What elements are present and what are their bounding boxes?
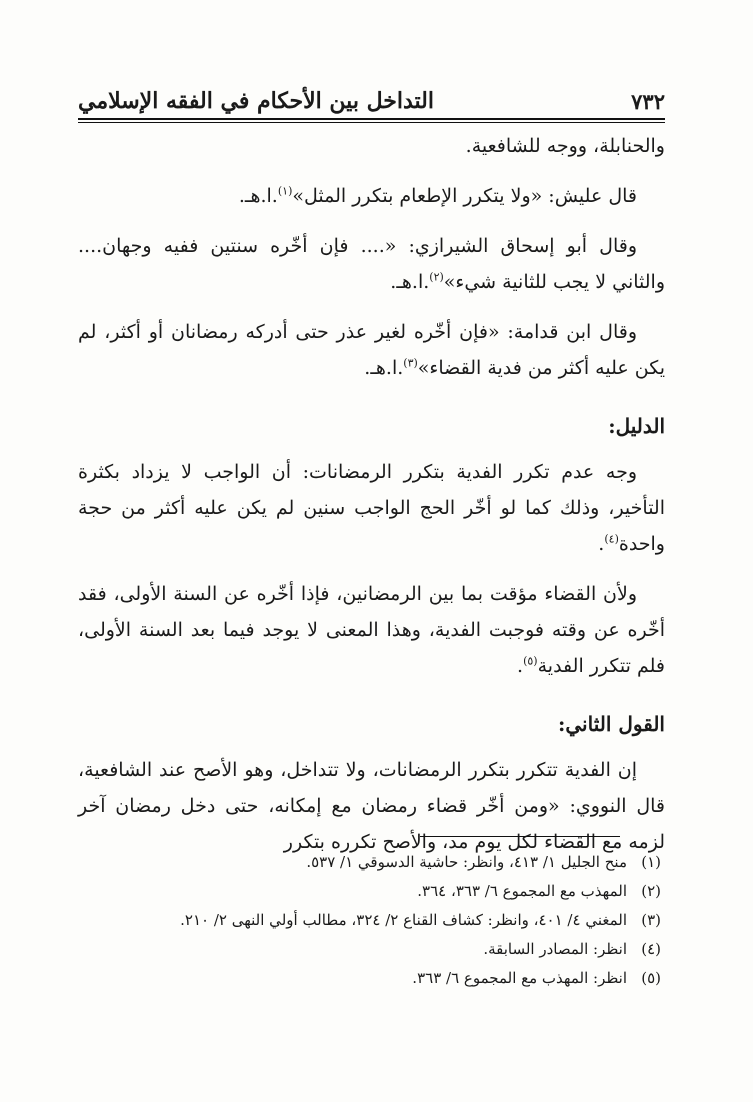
paragraph: والحنابلة، ووجه للشافعية. xyxy=(465,135,665,157)
footnote: (٤)انظر: المصادر السابقة. xyxy=(483,940,661,958)
main-text xyxy=(78,128,665,874)
paragraph: وجه عدم تكرر الفدية بتكرر الرمضانات: أن الواجب لا يزداد بكثرة التأخير، وذلك كما لو أخّر الحج الواجب سنين لم يكن عليه أكثر من حجة واحدة$^{(٤)}$. xyxy=(78,461,665,555)
section-heading: القول الثاني: xyxy=(558,712,665,736)
footnote-ref: (٣) xyxy=(403,356,418,370)
page-number: ٧٣٢ xyxy=(631,89,665,114)
footnote-ref: (١) xyxy=(277,184,293,198)
header-rule xyxy=(78,118,665,120)
footnote-ref: (٤) xyxy=(604,532,619,546)
paragraph: وقال ابن قدامة: «فإن أخّره لغير عذر حتى أدركه رمضانان أو أكثر، لم يكن عليه أكثر من فدية القضاء»$^{(٣)}$.ا.هـ. xyxy=(78,321,665,379)
paragraph: وقال أبو إسحاق الشيرازي: «.... فإن أخّره سنتين ففيه وجهان.... والثاني لا يجب للثانية شيء»$^{(٢)}$.ا.هـ. xyxy=(78,235,665,293)
footnote: (٥)انظر: المهذب مع المجموع ٦/ ٣٦٣. xyxy=(412,969,661,987)
footnote-ref: (٢) xyxy=(429,270,444,284)
footnote-separator xyxy=(420,836,620,837)
paragraph: قال عليش: «ولا يتكرر الإطعام بتكرر المثل»$^{(١)}$.ا.هـ. xyxy=(238,184,637,207)
footnote-ref: (٥) xyxy=(523,654,538,668)
header-rule-thin xyxy=(78,122,665,123)
footnote: (١)منح الجليل ١/ ٤١٣، وانظر: حاشية الدسوقي ١/ ٥٣٧. xyxy=(306,853,661,871)
paragraph: ولأن القضاء مؤقت بما بين الرمضانين، فإذا أخّره عن السنة الأولى، فقد أخّره عن وقته فوجبت الفدية، وهذا المعنى لا يوجد فيما بعد السنة الأولى، فلم تتكرر الفدية$^{(٥)}$. xyxy=(78,583,665,677)
section-heading: الدليل: xyxy=(608,414,665,438)
footnote: (٣)المغني ٤/ ٤٠١، وانظر: كشاف القناع ٢/ ٣٢٤، مطالب أولي النهى ٢/ ٢١٠. xyxy=(180,911,661,929)
footnote: (٢)المهذب مع المجموع ٦/ ٣٦٣، ٣٦٤. xyxy=(417,882,661,900)
paragraph: إن الفدية تتكرر بتكرر الرمضانات، ولا تتداخل، وهو الأصح عند الشافعية، قال النووي: «ومن أخّر قضاء رمضان مع إمكانه، حتى دخل رمضان آخر لزمه مع القضاء لكل يوم مد، والأصح تكرره بتكرر xyxy=(78,759,665,853)
running-title: التداخل بين الأحكام في الفقه الإسلامي xyxy=(78,88,434,114)
footnotes xyxy=(78,848,661,993)
running-header xyxy=(78,72,665,112)
